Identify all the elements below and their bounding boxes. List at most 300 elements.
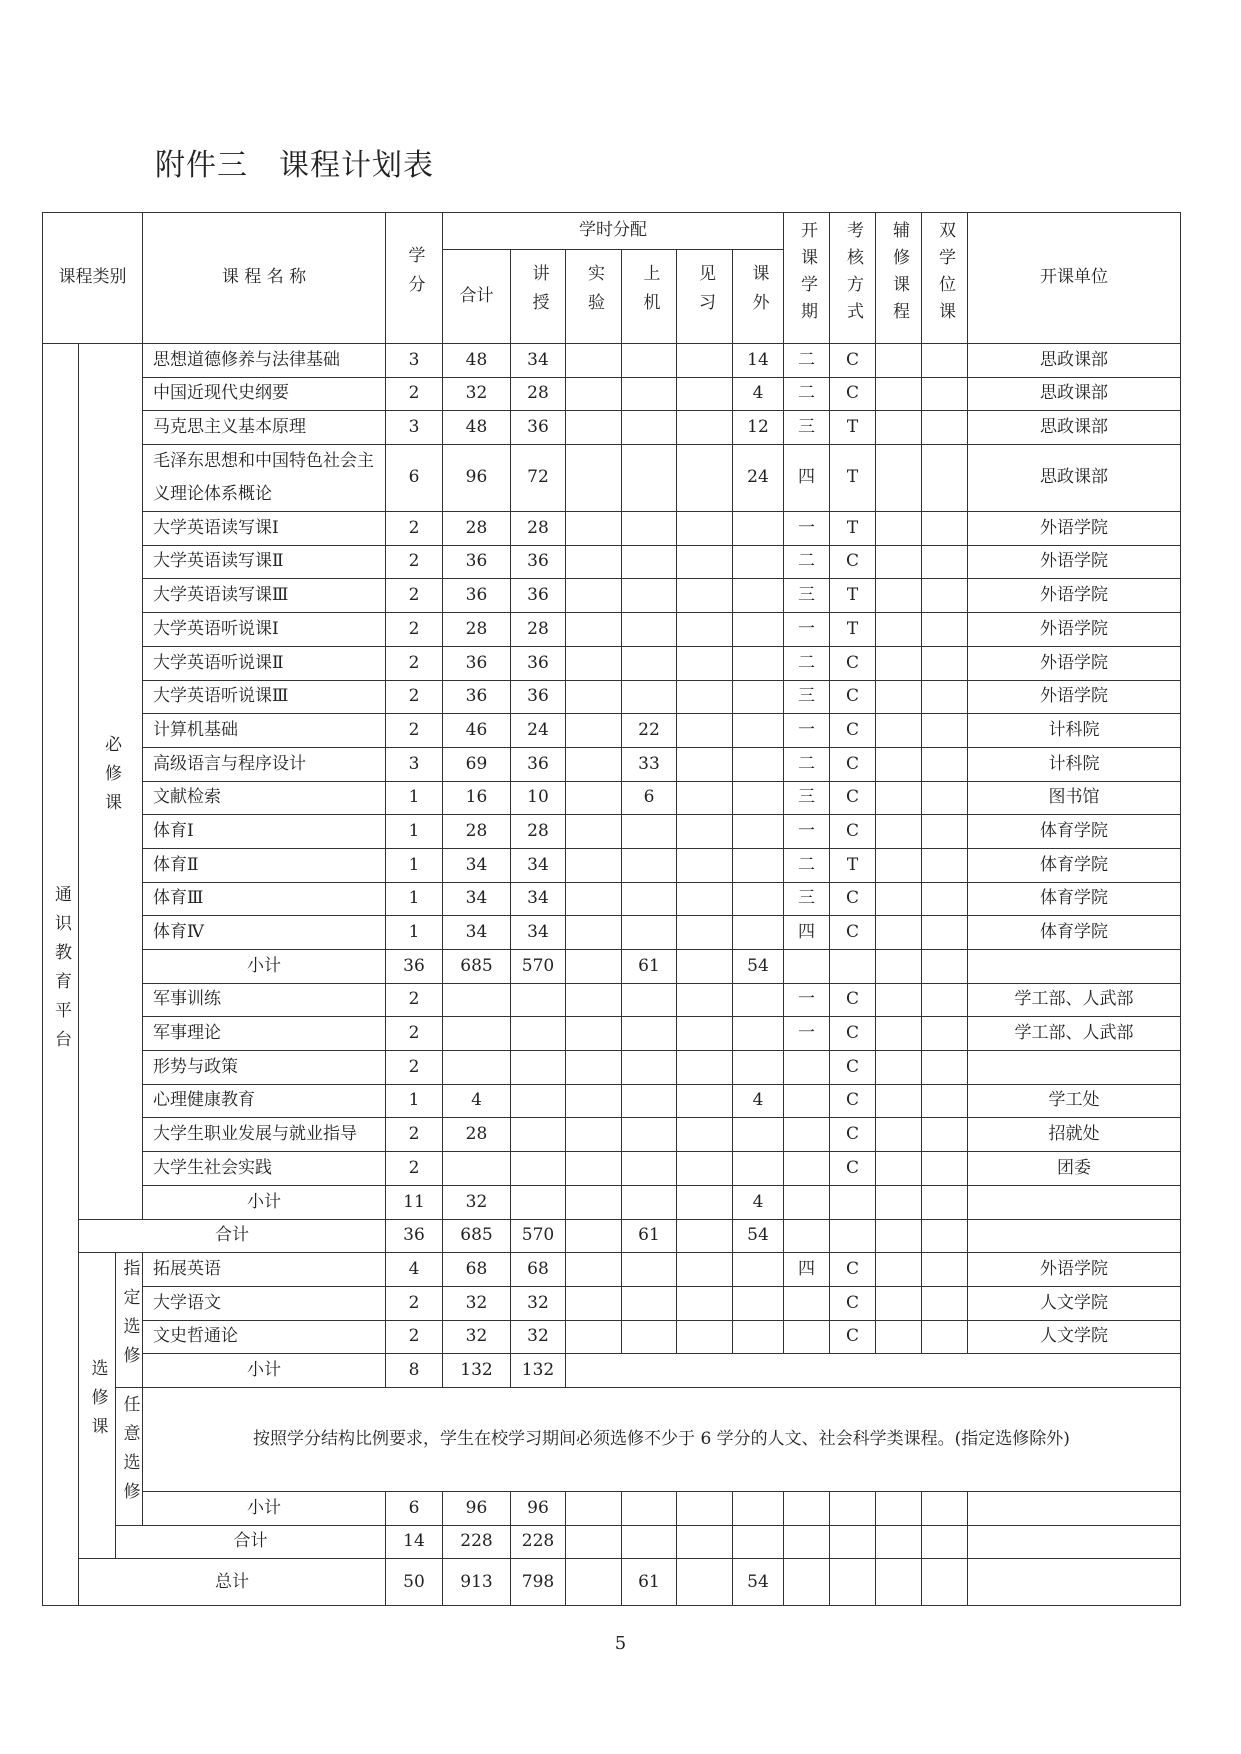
cell-lecture: 798 — [511, 1559, 566, 1606]
cell-computer — [622, 916, 677, 950]
cell-experiment — [566, 781, 622, 815]
cell-extra — [733, 983, 784, 1017]
cell-double-degree — [922, 1017, 968, 1051]
cell-semester: 四 — [784, 1253, 830, 1287]
cell-lecture: 36 — [511, 747, 566, 781]
course-name: 军事理论 — [143, 1017, 386, 1051]
cell-credits: 6 — [386, 445, 443, 512]
cell-minor — [876, 1017, 922, 1051]
cell-assessment: T — [830, 512, 876, 546]
cell-department: 外语学院 — [968, 1253, 1181, 1287]
cell-experiment — [566, 579, 622, 613]
course-name: 体育Ⅳ — [143, 916, 386, 950]
cell-experiment — [566, 1084, 622, 1118]
cell-empty — [876, 1559, 922, 1606]
cell-semester: 三 — [784, 882, 830, 916]
subtotal-label: 小计 — [143, 1491, 386, 1525]
course-name: 大学英语读写课Ⅰ — [143, 512, 386, 546]
cell-computer — [622, 983, 677, 1017]
cell-semester: 四 — [784, 916, 830, 950]
cell-experiment — [566, 882, 622, 916]
cell-computer — [622, 882, 677, 916]
cell-total: 46 — [443, 714, 511, 748]
course-name: 高级语言与程序设计 — [143, 747, 386, 781]
cell-department: 外语学院 — [968, 545, 1181, 579]
category-platform: 通识教育平台 — [43, 344, 79, 1606]
cell-extra — [733, 882, 784, 916]
cell-empty — [830, 1219, 876, 1253]
cell-total: 48 — [443, 344, 511, 378]
cell-department: 图书馆 — [968, 781, 1181, 815]
cell-credits: 1 — [386, 848, 443, 882]
cell-computer — [622, 1152, 677, 1186]
cell-credits: 8 — [386, 1354, 443, 1388]
cell-observation — [677, 1084, 733, 1118]
cell-computer — [622, 613, 677, 647]
cell-department: 学工部、人武部 — [968, 1017, 1181, 1051]
table-row — [43, 1559, 1181, 1606]
cell-experiment — [566, 815, 622, 849]
cell-empty — [622, 1491, 677, 1525]
cell-lecture: 68 — [511, 1253, 566, 1287]
cell-computer — [622, 815, 677, 849]
cell-observation — [677, 1051, 733, 1085]
cell-extra — [733, 1320, 784, 1354]
cell-lecture: 24 — [511, 714, 566, 748]
cell-observation — [677, 646, 733, 680]
cell-minor — [876, 646, 922, 680]
table-row — [43, 1387, 1181, 1491]
cell-credits: 2 — [386, 1152, 443, 1186]
cell-experiment — [566, 613, 622, 647]
cell-computer — [622, 1084, 677, 1118]
cell-lecture: 28 — [511, 377, 566, 411]
cell-lecture: 36 — [511, 680, 566, 714]
cell-assessment: T — [830, 848, 876, 882]
course-name: 大学语文 — [143, 1286, 386, 1320]
cell-credits: 3 — [386, 747, 443, 781]
cell-department: 外语学院 — [968, 613, 1181, 647]
cell-experiment — [566, 983, 622, 1017]
cell-total: 69 — [443, 747, 511, 781]
cell-semester: 三 — [784, 411, 830, 445]
course-name: 体育Ⅰ — [143, 815, 386, 849]
cell-total: 32 — [443, 1286, 511, 1320]
cell-empty — [784, 1219, 830, 1253]
cell-observation — [677, 1253, 733, 1287]
cell-assessment: C — [830, 545, 876, 579]
cell-semester: 三 — [784, 781, 830, 815]
cell-double-degree — [922, 815, 968, 849]
cell-double-degree — [922, 781, 968, 815]
cell-total: 36 — [443, 579, 511, 613]
course-name: 中国近现代史纲要 — [143, 377, 386, 411]
cell-empty — [876, 950, 922, 984]
table-row — [43, 344, 1181, 378]
cell-total: 32 — [443, 377, 511, 411]
cell-empty — [922, 1185, 968, 1219]
course-name: 大学生职业发展与就业指导 — [143, 1118, 386, 1152]
cell-assessment: C — [830, 1084, 876, 1118]
cell-experiment — [566, 1286, 622, 1320]
cell-lecture: 96 — [511, 1491, 566, 1525]
cell-credits: 2 — [386, 579, 443, 613]
table-row — [43, 1185, 1181, 1219]
cell-experiment — [566, 916, 622, 950]
cell-credits: 4 — [386, 1253, 443, 1287]
cell-credits: 36 — [386, 950, 443, 984]
cell-observation — [677, 1152, 733, 1186]
cell-computer: 61 — [622, 1219, 677, 1253]
cell-extra — [733, 848, 784, 882]
header-computer: 上机 — [622, 250, 677, 344]
header-total: 合计 — [443, 250, 511, 344]
cell-department — [968, 1051, 1181, 1085]
cell-empty — [968, 1559, 1181, 1606]
cell-minor — [876, 545, 922, 579]
cell-extra: 24 — [733, 445, 784, 512]
cell-observation — [677, 377, 733, 411]
cell-experiment — [566, 411, 622, 445]
header-assessment: 考核方式 — [830, 213, 876, 344]
cell-credits: 3 — [386, 411, 443, 445]
cell-empty — [784, 1559, 830, 1606]
cell-extra — [733, 1118, 784, 1152]
cell-assessment: C — [830, 916, 876, 950]
cell-observation — [677, 1118, 733, 1152]
table-row — [43, 646, 1181, 680]
cell-empty — [830, 1525, 876, 1559]
table-row — [43, 747, 1181, 781]
cell-double-degree — [922, 344, 968, 378]
cell-double-degree — [922, 512, 968, 546]
page-number: 5 — [614, 1633, 627, 1654]
cell-total: 96 — [443, 1491, 511, 1525]
cell-assessment: C — [830, 1286, 876, 1320]
cell-observation — [677, 613, 733, 647]
course-name: 体育Ⅲ — [143, 882, 386, 916]
cell-assessment: C — [830, 344, 876, 378]
header-category: 课程类别 — [43, 213, 143, 344]
cell-credits: 2 — [386, 1320, 443, 1354]
table-row — [43, 1253, 1181, 1287]
cell-experiment — [566, 445, 622, 512]
cell-total: 685 — [443, 1219, 511, 1253]
cell-minor — [876, 848, 922, 882]
table-row — [43, 1354, 1181, 1388]
cell-lecture: 132 — [511, 1354, 566, 1388]
cell-experiment — [566, 848, 622, 882]
cell-credits: 1 — [386, 882, 443, 916]
cell-empty — [968, 1219, 1181, 1253]
cell-department: 学工处 — [968, 1084, 1181, 1118]
cell-total: 28 — [443, 613, 511, 647]
course-name: 大学英语听说课Ⅲ — [143, 680, 386, 714]
cell-extra — [733, 1152, 784, 1186]
cell-assessment: C — [830, 1152, 876, 1186]
cell-assessment: T — [830, 579, 876, 613]
course-name: 大学英语读写课Ⅱ — [143, 545, 386, 579]
cell-observation — [677, 1320, 733, 1354]
cell-double-degree — [922, 714, 968, 748]
table-row — [43, 579, 1181, 613]
cell-experiment — [566, 1320, 622, 1354]
cell-computer: 61 — [622, 1559, 677, 1606]
cell-semester — [784, 1286, 830, 1320]
cell-empty — [733, 1525, 784, 1559]
cell-credits: 6 — [386, 1491, 443, 1525]
course-name: 文史哲通论 — [143, 1320, 386, 1354]
cell-observation — [677, 1219, 733, 1253]
cell-total: 32 — [443, 1320, 511, 1354]
cell-extra — [733, 1017, 784, 1051]
cell-experiment — [566, 747, 622, 781]
cell-extra — [733, 613, 784, 647]
table-row — [43, 714, 1181, 748]
category-required: 必修课 — [79, 344, 143, 1220]
cell-department: 计科院 — [968, 747, 1181, 781]
cell-minor — [876, 983, 922, 1017]
cell-semester: 二 — [784, 545, 830, 579]
cell-lecture: 34 — [511, 848, 566, 882]
cell-extra: 54 — [733, 1559, 784, 1606]
cell-lecture: 28 — [511, 613, 566, 647]
cell-total: 48 — [443, 411, 511, 445]
cell-total — [443, 1152, 511, 1186]
cell-lecture: 36 — [511, 411, 566, 445]
subtotal-label: 小计 — [143, 1354, 386, 1388]
cell-semester: 一 — [784, 983, 830, 1017]
cell-minor — [876, 882, 922, 916]
cell-minor — [876, 1320, 922, 1354]
cell-total: 34 — [443, 916, 511, 950]
cell-assessment: C — [830, 1051, 876, 1085]
cell-lecture: 34 — [511, 882, 566, 916]
category-free: 任意选修 — [116, 1387, 143, 1525]
cell-observation — [677, 680, 733, 714]
cell-experiment — [566, 1118, 622, 1152]
cell-minor — [876, 1051, 922, 1085]
category-designated: 指定选修 — [116, 1253, 143, 1388]
cell-extra — [733, 781, 784, 815]
course-name: 心理健康教育 — [143, 1084, 386, 1118]
header-observation: 见习 — [677, 250, 733, 344]
cell-minor — [876, 815, 922, 849]
cell-computer — [622, 1320, 677, 1354]
cell-empty — [876, 1525, 922, 1559]
cell-credits: 2 — [386, 1118, 443, 1152]
course-name: 大学英语听说课Ⅱ — [143, 646, 386, 680]
cell-double-degree — [922, 1084, 968, 1118]
cell-experiment — [566, 1219, 622, 1253]
subtotal-label: 小计 — [143, 950, 386, 984]
cell-semester: 一 — [784, 714, 830, 748]
header-minor: 辅修课程 — [876, 213, 922, 344]
cell-credits: 1 — [386, 1084, 443, 1118]
cell-semester: 一 — [784, 613, 830, 647]
table-row — [43, 1286, 1181, 1320]
table-row — [43, 983, 1181, 1017]
cell-empty — [784, 1185, 830, 1219]
cell-computer — [622, 680, 677, 714]
cell-double-degree — [922, 1320, 968, 1354]
cell-minor — [876, 1084, 922, 1118]
cell-lecture: 28 — [511, 512, 566, 546]
table-row — [43, 613, 1181, 647]
cell-experiment — [566, 1017, 622, 1051]
cell-total: 32 — [443, 1185, 511, 1219]
cell-semester: 二 — [784, 344, 830, 378]
cell-total: 913 — [443, 1559, 511, 1606]
cell-experiment — [566, 545, 622, 579]
cell-total: 28 — [443, 815, 511, 849]
table-row — [43, 1017, 1181, 1051]
cell-credits: 2 — [386, 680, 443, 714]
course-name: 大学英语读写课Ⅲ — [143, 579, 386, 613]
header-course-name: 课 程 名 称 — [143, 213, 386, 344]
cell-observation — [677, 983, 733, 1017]
cell-assessment: C — [830, 714, 876, 748]
cell-lecture — [511, 1051, 566, 1085]
cell-computer — [622, 344, 677, 378]
cell-total — [443, 1017, 511, 1051]
cell-credits: 14 — [386, 1525, 443, 1559]
cell-credits: 2 — [386, 1286, 443, 1320]
elective-sum-label: 合计 — [116, 1525, 386, 1559]
table-row — [43, 1152, 1181, 1186]
table-row — [43, 815, 1181, 849]
cell-empty — [922, 1219, 968, 1253]
cell-department: 体育学院 — [968, 815, 1181, 849]
cell-empty — [566, 1491, 622, 1525]
cell-observation — [677, 781, 733, 815]
cell-department: 体育学院 — [968, 848, 1181, 882]
cell-total: 16 — [443, 781, 511, 815]
cell-computer — [622, 1286, 677, 1320]
cell-minor — [876, 1253, 922, 1287]
cell-semester: 三 — [784, 579, 830, 613]
cell-double-degree — [922, 545, 968, 579]
cell-department: 思政课部 — [968, 377, 1181, 411]
cell-department: 人文学院 — [968, 1286, 1181, 1320]
cell-extra: 14 — [733, 344, 784, 378]
cell-double-degree — [922, 613, 968, 647]
cell-double-degree — [922, 646, 968, 680]
cell-experiment — [566, 646, 622, 680]
grand-total-label: 总计 — [79, 1559, 386, 1606]
header-lecture: 讲授 — [511, 250, 566, 344]
cell-double-degree — [922, 377, 968, 411]
cell-computer: 33 — [622, 747, 677, 781]
cell-total — [443, 1051, 511, 1085]
cell-lecture: 32 — [511, 1286, 566, 1320]
cell-credits: 50 — [386, 1559, 443, 1606]
cell-double-degree — [922, 1051, 968, 1085]
cell-empty — [830, 950, 876, 984]
cell-empty — [876, 1491, 922, 1525]
cell-lecture: 32 — [511, 1320, 566, 1354]
table-row — [43, 680, 1181, 714]
header-hours-group: 学时分配 — [443, 213, 784, 250]
cell-computer — [622, 377, 677, 411]
course-name: 思想道德修养与法律基础 — [143, 344, 386, 378]
cell-total — [443, 983, 511, 1017]
cell-double-degree — [922, 1152, 968, 1186]
page-title: 附件三 课程计划表 — [155, 148, 434, 183]
cell-experiment — [566, 1051, 622, 1085]
cell-assessment: C — [830, 1253, 876, 1287]
cell-semester: 三 — [784, 680, 830, 714]
cell-credits: 2 — [386, 613, 443, 647]
table-row — [43, 1219, 1181, 1253]
course-name: 大学英语听说课Ⅰ — [143, 613, 386, 647]
cell-experiment — [566, 512, 622, 546]
table-row — [43, 1320, 1181, 1354]
cell-observation — [677, 1559, 733, 1606]
cell-extra: 54 — [733, 1219, 784, 1253]
cell-lecture: 36 — [511, 579, 566, 613]
cell-credits: 1 — [386, 815, 443, 849]
cell-double-degree — [922, 916, 968, 950]
cell-semester: 一 — [784, 512, 830, 546]
cell-total: 36 — [443, 545, 511, 579]
cell-extra: 4 — [733, 1084, 784, 1118]
cell-assessment: C — [830, 815, 876, 849]
cell-semester: 二 — [784, 377, 830, 411]
cell-department: 思政课部 — [968, 445, 1181, 512]
cell-empty — [922, 950, 968, 984]
cell-double-degree — [922, 1118, 968, 1152]
cell-semester — [784, 1320, 830, 1354]
cell-minor — [876, 344, 922, 378]
course-name: 文献检索 — [143, 781, 386, 815]
cell-lecture: 570 — [511, 950, 566, 984]
cell-empty — [876, 1185, 922, 1219]
cell-minor — [876, 613, 922, 647]
cell-double-degree — [922, 579, 968, 613]
cell-double-degree — [922, 882, 968, 916]
cell-total: 228 — [443, 1525, 511, 1559]
cell-extra: 4 — [733, 377, 784, 411]
cell-department: 外语学院 — [968, 680, 1181, 714]
cell-credits: 36 — [386, 1219, 443, 1253]
cell-observation — [677, 916, 733, 950]
cell-extra — [733, 545, 784, 579]
cell-department: 外语学院 — [968, 646, 1181, 680]
cell-observation — [677, 579, 733, 613]
table-row — [43, 882, 1181, 916]
cell-lecture: 34 — [511, 344, 566, 378]
cell-minor — [876, 411, 922, 445]
cell-empty — [830, 1491, 876, 1525]
cell-observation — [677, 411, 733, 445]
cell-computer — [622, 411, 677, 445]
cell-observation — [677, 1017, 733, 1051]
cell-department: 计科院 — [968, 714, 1181, 748]
cell-experiment — [566, 950, 622, 984]
course-plan-table — [42, 212, 1181, 1606]
cell-extra: 54 — [733, 950, 784, 984]
cell-double-degree — [922, 983, 968, 1017]
cell-empty — [968, 1525, 1181, 1559]
header-extracurricular: 课外 — [733, 250, 784, 344]
cell-assessment: T — [830, 445, 876, 512]
cell-observation — [677, 714, 733, 748]
cell-minor — [876, 680, 922, 714]
header-credits: 学分 — [386, 213, 443, 344]
cell-extra — [733, 714, 784, 748]
cell-minor — [876, 512, 922, 546]
